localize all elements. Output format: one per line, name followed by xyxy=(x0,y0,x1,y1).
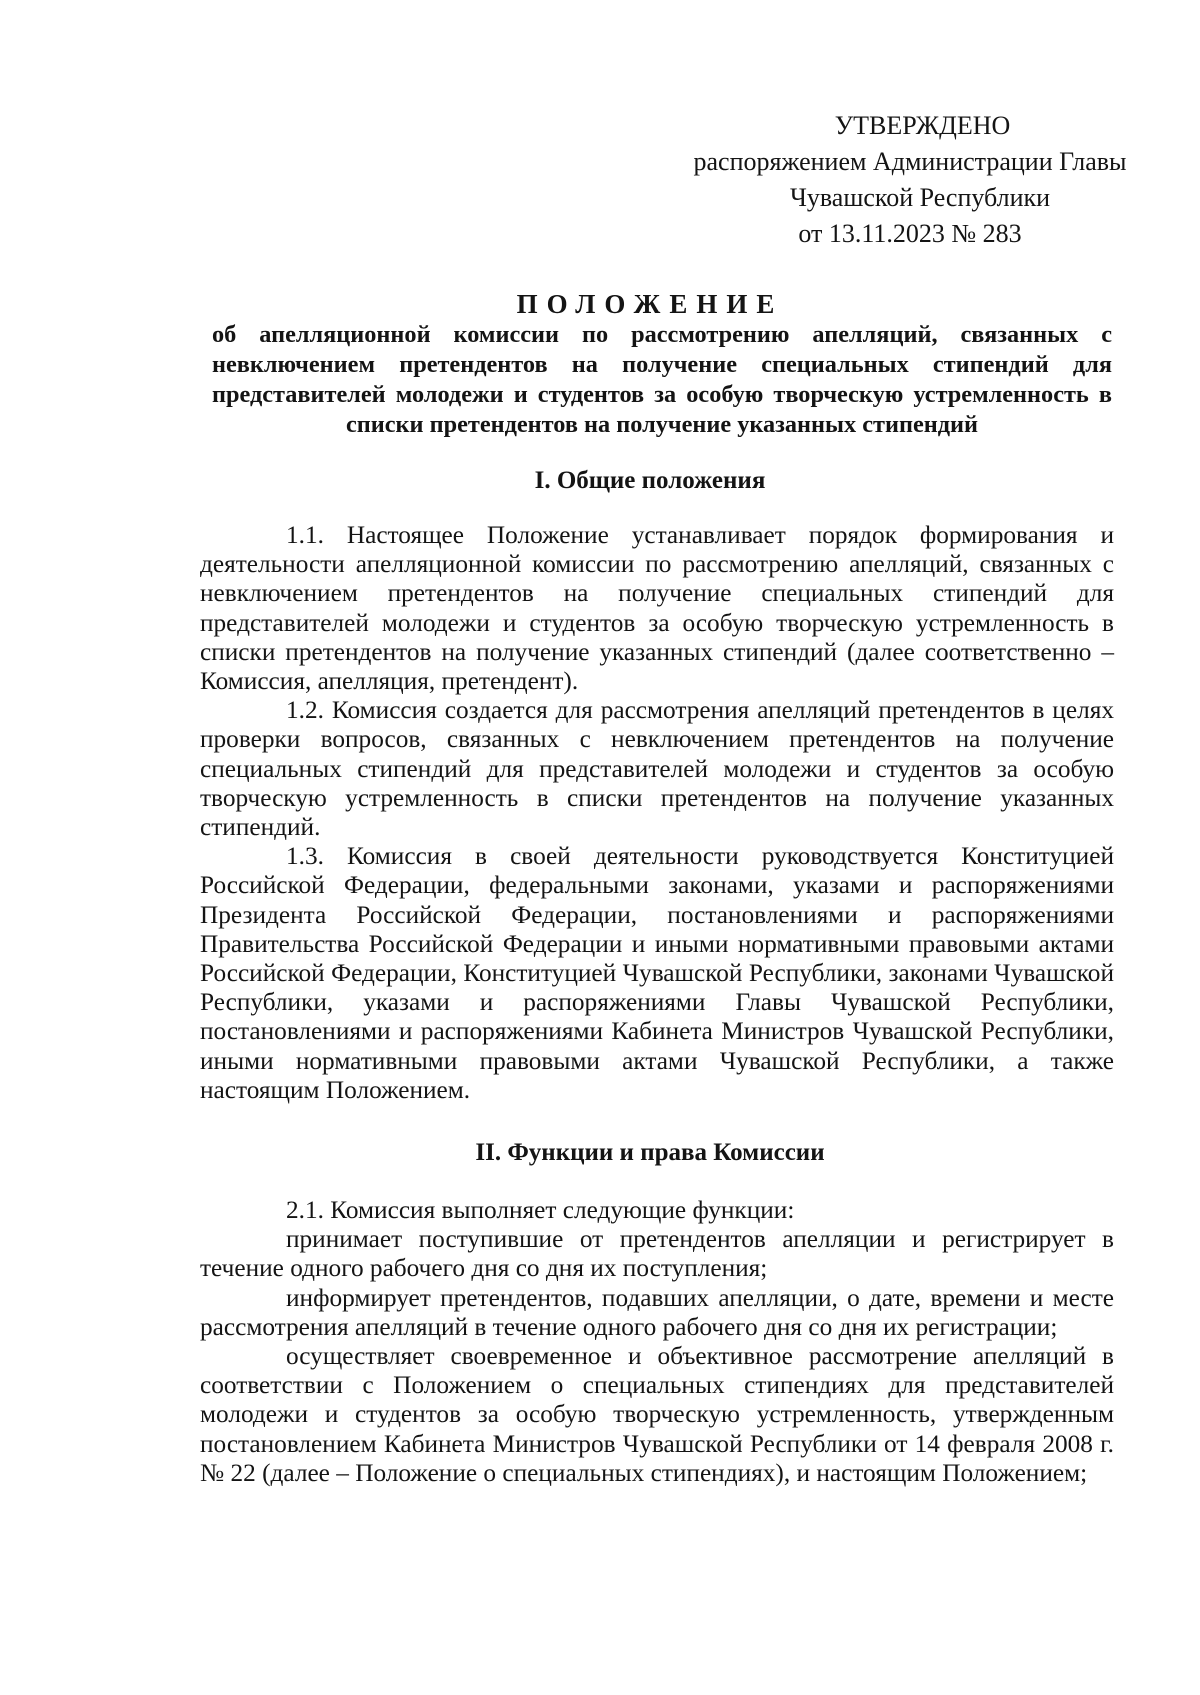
document-title: ПОЛОЖЕНИЕ xyxy=(516,289,784,319)
paragraph-1-1: 1.1. Настоящее Положение устанавливает порядок формирования и деятельности апелляционной комиссии по рассмотрению апелляций, связанных с невключением претендентов на получение специальных стипендий для представителей молодежи и студентов за особую творческую устремленность в списки претендентов на получение указанных стипендий (далее соответственно – Комиссия, апелляция, претендент). xyxy=(200,521,1114,696)
document-title-block xyxy=(200,287,1100,321)
approval-date-number: от 13.11.2023 № 283 xyxy=(798,219,1022,248)
section2-body xyxy=(200,1196,1114,1488)
paragraph-1-3: 1.3. Комиссия в своей деятельности руководствуется Конституцией Российской Федерации, федеральными законами, указами и распоряжениями Президента Российской Федерации, постановлениями и распоряжениями Правительства Российской Федерации и иными нормативными правовыми актами Российской Федерации, Конституцией Чувашской Республики, законами Чувашской Республики, указами и распоряжениями Главы Чувашской Республики, постановлениями и распоряжениями Кабинета Министров Чувашской Республики, иными нормативными правовыми актами Чувашской Республики, а также настоящим Положением. xyxy=(200,842,1114,1104)
function-item-3: осуществляет своевременное и объективное рассмотрение апелляций в соответствии с Положением о специальных стипендиях для представителей молодежи и студентов за особую творческую устремленность, утвержденным постановлением Кабинета Министров Чувашской Республики от 14 февраля 2008 г. № 22 (далее – Положение о специальных стипендиях), и настоящим Положением; xyxy=(200,1342,1114,1487)
approval-by-line1: распоряжением Администрации Главы xyxy=(693,147,1127,176)
document-subtitle: об апелляционной комиссии по рассмотрению апелляций, связанных с невключением претендентов на получение специальных стипендий для представителей молодежи и студентов за особую творческую устремленность в списки претендентов на получение указанных стипендий xyxy=(212,321,1112,438)
paragraph-1-2: 1.2. Комиссия создается для рассмотрения апелляций претендентов в целях проверки вопросов, связанных с невключением претендентов на получение специальных стипендий для представителей молодежи и студентов за особую творческую устремленность в списки претендентов на получение указанных стипендий. xyxy=(200,696,1114,842)
function-item-1: принимает поступившие от претендентов апелляции и регистрирует в течение одного рабочего дня со дня их поступления; xyxy=(200,1225,1114,1283)
approval-stamp-block xyxy=(600,108,1140,252)
section2-heading: II. Функции и права Комиссии xyxy=(475,1139,825,1166)
approval-by-line2: Чувашской Республики xyxy=(789,183,1051,212)
paragraph-2-1: 2.1. Комиссия выполняет следующие функции: xyxy=(286,1196,795,1224)
section1-heading: I. Общие положения xyxy=(534,467,766,494)
function-item-2: информирует претендентов, подавших апелляции, о дате, времени и месте рассмотрения апелляций в течение одного рабочего дня со дня их регистрации; xyxy=(200,1283,1114,1341)
approval-approved: УТВЕРЖДЕНО xyxy=(834,111,1011,140)
section1-body xyxy=(200,521,1114,1105)
